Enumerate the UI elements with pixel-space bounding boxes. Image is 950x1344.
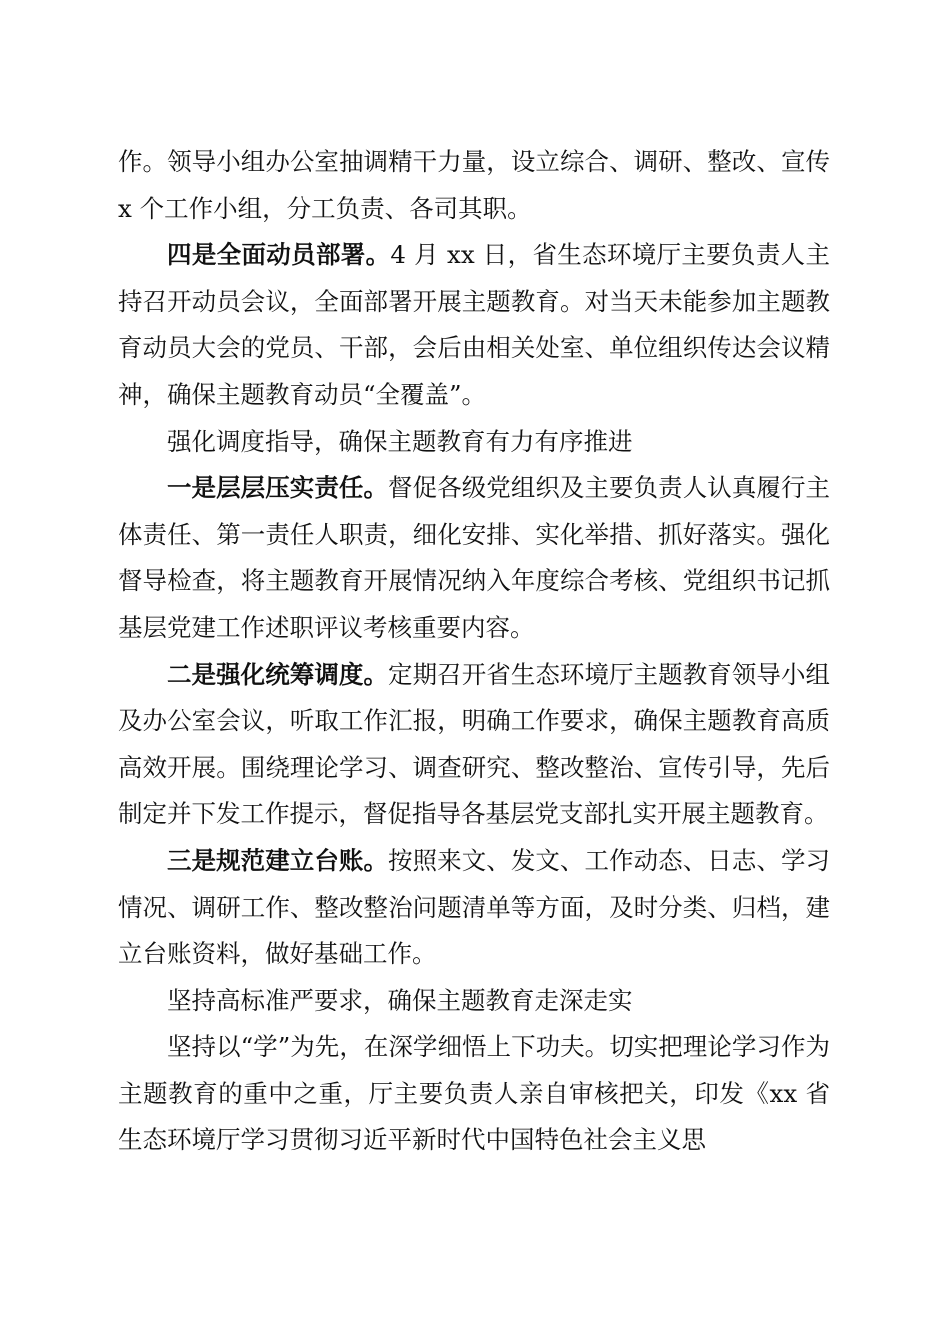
paragraph-ledger — [118, 838, 830, 978]
paragraph-text: 4 月 xx 日，省生态环境厅主要负责人主持召开动员会议，全面部署开展主题教育。对当天未能参加主题教育动员大会的党员、干部，会后由相关处室、单位组织传达会议精神，确保主题教育动员“全覆盖”。 — [118, 240, 831, 409]
document-body — [118, 139, 830, 1164]
paragraph-responsibility — [118, 465, 830, 651]
paragraph-lead: 二是强化统筹调度。 — [167, 659, 389, 689]
paragraph-coordination — [118, 652, 830, 838]
paragraph-text: 按照来文、发文、工作动态、日志、学习情况、调研工作、整改整治问题清单等方面，及时分类、归档，建立台账资料，做好基础工作。 — [118, 845, 831, 969]
section-heading-guidance: 强化调度指导，确保主题教育有力有序推进 — [167, 426, 633, 456]
paragraph-text: 督促各级党组织及主要负责人认真履行主体责任、第一责任人职责，细化安排、实化举措、抓好落实。强化督导检查，将主题教育开展情况纳入年度综合考核、党组织书记抓基层党建工作述职评议考核重要内容。 — [118, 473, 831, 642]
paragraph-lead: 四是全面动员部署。 — [167, 240, 391, 270]
paragraph-mobilization — [118, 232, 830, 418]
section-heading-standards: 坚持高标准严要求，确保主题教育走深走实 — [167, 985, 633, 1015]
paragraph-continuation: 作。领导小组办公室抽调精干力量，设立综合、调研、整改、宣传 x 个工作小组，分工负责、各司其职。 — [118, 147, 830, 223]
paragraph-study: 坚持以“学”为先，在深学细悟上下功夫。切实把理论学习作为主题教育的重中之重，厅主要负责人亲自审核把关，印发《xx 省生态环境厅学习贯彻习近平新时代中国特色社会主义思 — [118, 1032, 830, 1155]
paragraph-text: 定期召开省生态环境厅主题教育领导小组及办公室会议，听取工作汇报，明确工作要求，确保主题教育高质高效开展。围绕理论学习、调查研究、整改整治、宣传引导，先后制定并下发工作提示，督促指导各基层党支部扎实开展主题教育。 — [118, 659, 831, 829]
paragraph-lead: 一是层层压实责任。 — [167, 473, 389, 503]
paragraph-lead: 三是规范建立台账。 — [167, 845, 389, 875]
